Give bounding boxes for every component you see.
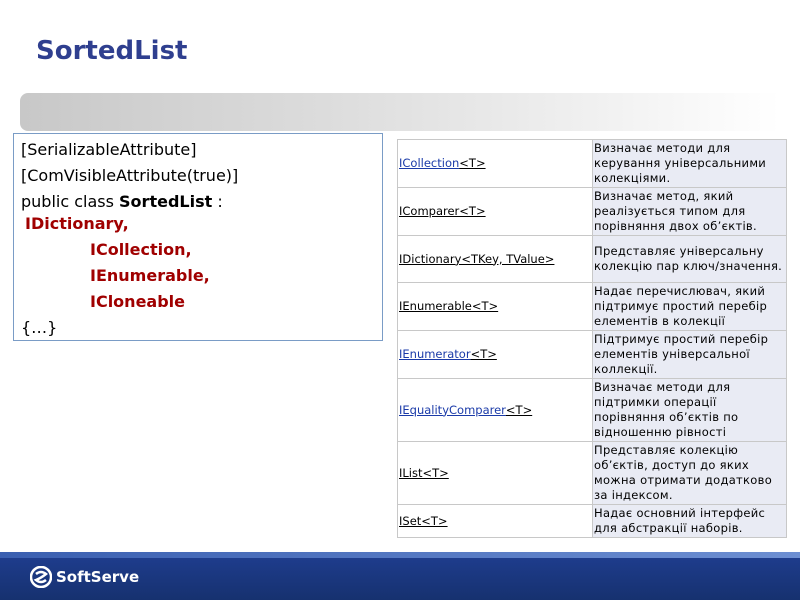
interface-name-text[interactable]: IEnumerable<T> <box>399 299 499 313</box>
interface-description: Надає основний інтерфейс для абстракції наборів. <box>593 505 787 538</box>
interface-link[interactable]: IEqualityComparer <box>399 402 506 417</box>
interface-name-text[interactable]: <T> <box>459 156 486 170</box>
interface-link[interactable]: ICollection <box>399 156 460 170</box>
interface-name-cell[interactable] <box>398 331 593 379</box>
interface-description: Визначає методи для керування універсальними колекціями. <box>593 140 787 188</box>
softserve-logo <box>30 566 139 588</box>
table-row <box>398 140 787 188</box>
interface-link[interactable]: IEnumerator <box>399 347 471 361</box>
code-line-class-declaration <box>21 192 223 211</box>
interface-icloneable: ICloneable <box>90 292 185 311</box>
interface-name-cell[interactable] <box>398 442 593 505</box>
class-keyword-text: public class <box>21 192 120 211</box>
table-row <box>398 505 787 538</box>
interface-name-cell[interactable] <box>398 236 593 283</box>
interface-name-text[interactable]: IDictionary<TKey, TValue> <box>399 251 555 266</box>
interface-name-text[interactable]: IComparer<T> <box>399 204 486 218</box>
table-row <box>398 236 787 283</box>
code-line-attribute-2: [ComVisibleAttribute(true)] <box>21 166 239 185</box>
softserve-swirl-icon <box>30 566 52 588</box>
interface-idictionary: IDictionary, <box>25 214 129 233</box>
interface-name-cell[interactable] <box>398 505 593 538</box>
title-underline-bar <box>20 93 780 131</box>
table-row <box>398 331 787 379</box>
interface-name-text[interactable]: IList<T> <box>399 465 449 480</box>
interface-description: Визначає метод, який реалізується типом для порівняння двох об’єктів. <box>593 188 787 236</box>
table-row <box>398 283 787 331</box>
interface-ienumerable: IEnumerable, <box>90 266 210 285</box>
interface-icollection: ICollection, <box>90 240 192 259</box>
interface-name-cell[interactable] <box>398 283 593 331</box>
class-colon: : <box>212 192 223 211</box>
table-row <box>398 379 787 442</box>
interface-description: Надає перечислювач, який підтримує простий перебір елементів в колекції <box>593 283 787 331</box>
interfaces-table <box>397 139 787 538</box>
interface-name-text[interactable]: <T> <box>470 347 497 361</box>
interface-name-cell[interactable] <box>398 188 593 236</box>
table-row <box>398 188 787 236</box>
interface-name-cell[interactable] <box>398 140 593 188</box>
interface-name-cell[interactable] <box>398 379 593 442</box>
table-row <box>398 442 787 505</box>
logo-text: SoftServe <box>56 568 140 586</box>
interface-description: Визначає методи для підтримки операції порівняння об’єктів по відношенню рівності <box>593 379 787 442</box>
interface-description: Представляє колекцію об’єктів, доступ до яких можна отримати додатково за індексом. <box>593 442 787 505</box>
code-box <box>13 133 383 341</box>
interface-description: Підтримує простий перебір елементів універсальної коллекції. <box>593 331 787 379</box>
slide-title: SortedList <box>36 36 188 66</box>
code-line-body: {…} <box>21 318 58 337</box>
interface-description: Представляє універсальну колекцію пар ключ/значення. <box>593 236 787 283</box>
interface-name-text[interactable]: <T> <box>505 402 533 417</box>
code-line-attribute-1: [SerializableAttribute] <box>21 140 197 159</box>
interface-name-text[interactable]: ISet<T> <box>399 513 448 528</box>
class-name: SortedList <box>119 192 213 211</box>
